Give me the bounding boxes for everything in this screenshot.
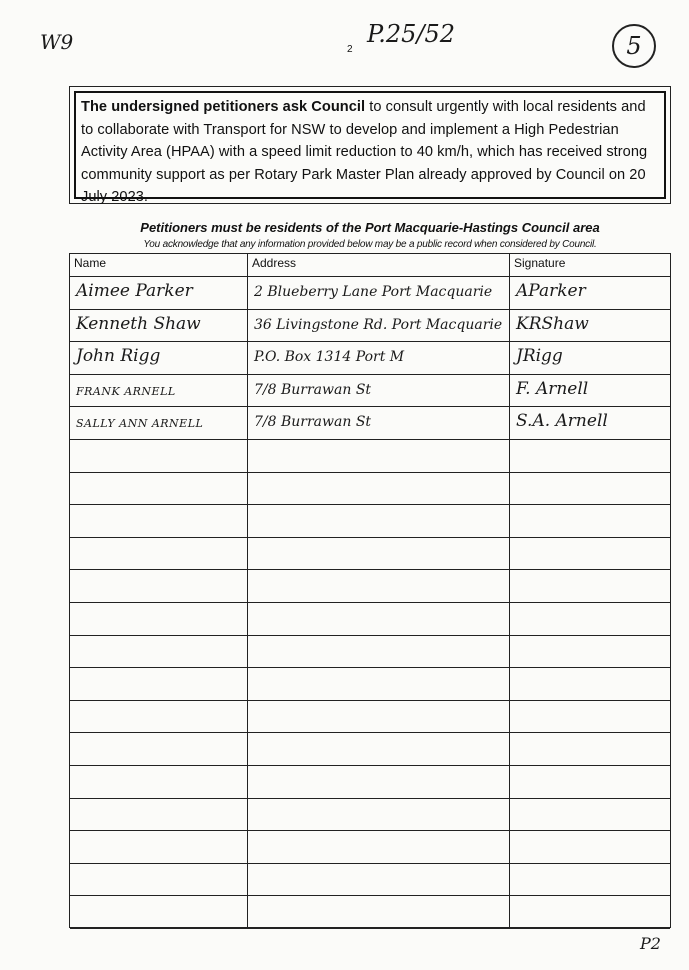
empty-cell — [70, 603, 248, 636]
circled-number — [612, 24, 656, 68]
empty-cell — [248, 733, 510, 766]
residency-heading: Petitioners must be residents of the Port Macquarie-Hastings Council area — [140, 220, 600, 235]
statement-body: to consult urgently with local residents and to collaborate with Transport for NSW to develop and implement a High Pedestrian Activity Area (HPAA) with a speed limit reduction to 40 km/h, which has received strong community support as per Rotary Park Master Plan already approved by Council on 20 July 2023. — [81, 99, 648, 206]
empty-cell — [70, 831, 248, 864]
empty-cell — [70, 668, 248, 701]
cell-address: 7/8 Burrawan St — [248, 407, 510, 440]
empty-cell — [248, 570, 510, 603]
empty-cell — [248, 440, 510, 473]
page-number: 2 — [347, 44, 353, 55]
empty-cell — [70, 799, 248, 832]
empty-cell — [248, 505, 510, 538]
empty-cell — [248, 766, 510, 799]
empty-cell — [248, 473, 510, 506]
empty-cell — [248, 799, 510, 832]
empty-cell — [510, 831, 670, 864]
empty-cell — [70, 440, 248, 473]
empty-cell — [510, 668, 670, 701]
empty-cell — [70, 538, 248, 571]
cell-address: 7/8 Burrawan St — [248, 375, 510, 408]
empty-cell — [70, 505, 248, 538]
empty-cell — [70, 701, 248, 734]
column-header-name: Name — [70, 254, 248, 277]
empty-cell — [70, 733, 248, 766]
cell-signature: F. Arnell — [510, 375, 670, 408]
empty-cell — [248, 864, 510, 897]
cell-address: 2 Blueberry Lane Port Macquarie — [248, 277, 510, 310]
cell-signature: JRigg — [510, 342, 670, 375]
empty-cell — [510, 799, 670, 832]
empty-cell — [510, 570, 670, 603]
empty-cell — [248, 538, 510, 571]
cell-signature: KRShaw — [510, 310, 670, 343]
empty-cell — [510, 766, 670, 799]
empty-cell — [248, 603, 510, 636]
empty-cell — [510, 603, 670, 636]
empty-cell — [70, 570, 248, 603]
empty-cell — [510, 636, 670, 669]
empty-cell — [510, 473, 670, 506]
empty-cell — [248, 636, 510, 669]
empty-cell — [70, 636, 248, 669]
cell-signature: AParker — [510, 277, 670, 310]
statement-bold-lead: The undersigned petitioners ask Council — [81, 99, 366, 115]
column-header-signature: Signature — [510, 254, 670, 277]
empty-cell — [70, 473, 248, 506]
handwritten-footer-mark: P2 — [640, 934, 661, 953]
empty-cell — [70, 864, 248, 897]
cell-name: FRANK ARNELL — [70, 375, 248, 408]
cell-address: P.O. Box 1314 Port M — [248, 342, 510, 375]
empty-cell — [510, 701, 670, 734]
empty-cell — [248, 701, 510, 734]
cell-address: 36 Livingstone Rd. Port Macquarie — [248, 310, 510, 343]
signature-table — [69, 253, 671, 928]
empty-cell — [510, 733, 670, 766]
cell-name: SALLY ANN ARNELL — [70, 407, 248, 440]
cell-name: Aimee Parker — [70, 277, 248, 310]
empty-cell — [510, 440, 670, 473]
empty-cell — [70, 896, 248, 929]
empty-cell — [248, 896, 510, 929]
column-header-address: Address — [248, 254, 510, 277]
cell-name: John Rigg — [70, 342, 248, 375]
public-record-notice: You acknowledge that any information provided below may be a public record when considered by Council. — [143, 239, 597, 250]
cell-name: Kenneth Shaw — [70, 310, 248, 343]
empty-cell — [248, 831, 510, 864]
empty-cell — [70, 766, 248, 799]
petition-statement-box — [69, 86, 671, 204]
empty-cell — [510, 505, 670, 538]
empty-cell — [248, 668, 510, 701]
empty-cell — [510, 896, 670, 929]
handwritten-reference: P.25/52 — [367, 20, 456, 48]
empty-cell — [510, 864, 670, 897]
petition-statement — [74, 91, 666, 206]
cell-signature: S.A. Arnell — [510, 407, 670, 440]
handwritten-code-top-left: W9 — [40, 30, 74, 54]
empty-cell — [510, 538, 670, 571]
circled-number-text: 5 — [626, 32, 642, 60]
